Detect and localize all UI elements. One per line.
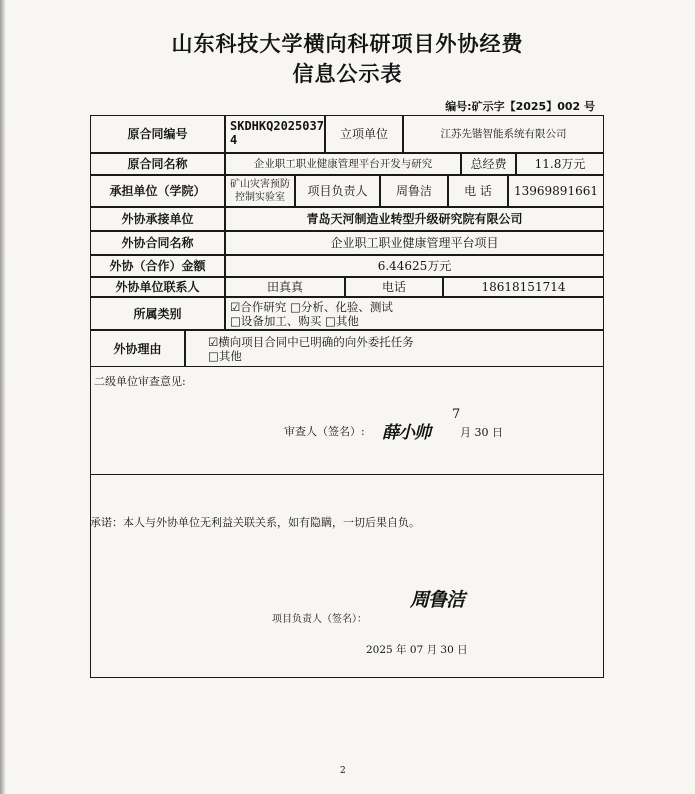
document-number: 编号:矿示字【2025】002 号 [445, 100, 595, 113]
review-date-tail: 月 30 日 [460, 426, 503, 439]
commitment-section [90, 475, 604, 678]
category-label: 所属类别 [90, 297, 225, 330]
contract-name-value: 企业职工职业健康管理平台开发与研究 [225, 153, 461, 175]
reason-line-1: ☑横向项目合同中已明确的向外委托任务 [208, 334, 414, 349]
outsource-contract-label: 外协合同名称 [90, 231, 225, 255]
title-line-1: 山东科技大学横向科研项目外协经费 [171, 32, 524, 56]
category-line-1: ☑合作研究 □分析、化验、测试 [230, 299, 393, 314]
contact-phone-label: 电话 [345, 277, 443, 297]
outsource-amount-value: 6.44625万元 [225, 255, 604, 277]
undertaker-value [225, 175, 295, 207]
project-unit-value: 江苏先锴智能系统有限公司 [403, 115, 604, 153]
title-line-2: 信息公示表 [292, 62, 403, 86]
reason-line-2: □其他 [208, 348, 242, 363]
scan-edge-shadow [0, 0, 6, 794]
leader-label: 项目负责人 [295, 175, 380, 207]
total-fund-label: 总经费 [461, 153, 516, 175]
review-label: 二级单位审查意见: [94, 375, 186, 388]
outsource-unit-value: 青岛天河制造业转型升级研究院有限公司 [225, 207, 604, 231]
phone-label: 电 话 [448, 175, 508, 207]
project-unit-label: 立项单位 [325, 115, 403, 153]
commitment-date: 2025 年 07 月 30 日 [366, 644, 468, 656]
outsource-unit-label: 外协承接单位 [90, 207, 225, 231]
leader-signature: 周鲁洁 [410, 589, 465, 611]
category-line-2: □设备加工、购买 □其他 [230, 313, 359, 328]
contact-label: 外协单位联系人 [90, 277, 225, 297]
commitment-text: 承诺：本人与外协单位无利益关联关系，如有隐瞒，一切后果自负。 [90, 516, 420, 529]
undertaker-label: 承担单位（学院） [90, 175, 225, 207]
contact-phone-value: 18618151714 [443, 277, 604, 297]
reason-label: 外协理由 [90, 330, 185, 367]
category-value [225, 297, 604, 330]
undertaker-text: 矿山灾害预防控制实验室 [230, 179, 290, 203]
leader-value: 周鲁洁 [380, 175, 448, 207]
page-number: 2 [340, 766, 346, 776]
total-fund-value: 11.8万元 [516, 153, 604, 175]
outsource-amount-label: 外协（合作）金额 [90, 255, 225, 277]
outsource-contract-value: 企业职工职业健康管理平台项目 [225, 231, 604, 255]
reason-value [185, 330, 604, 367]
reviewer-signature: 薛小帅 [382, 423, 430, 443]
contract-name-label: 原合同名称 [90, 153, 225, 175]
contact-value: 田真真 [225, 277, 345, 297]
review-month-note: 7 [452, 407, 461, 422]
contract-no-label: 原合同编号 [90, 115, 225, 153]
contract-no-text: SKDHKQ20250374 [230, 119, 324, 147]
leader-sign-label: 项目负责人（签名）： [272, 614, 367, 625]
contract-no-value [225, 115, 325, 153]
reviewer-sign-label: 审查人（签名）: [284, 425, 365, 438]
phone-value: 13969891661 [508, 175, 604, 207]
